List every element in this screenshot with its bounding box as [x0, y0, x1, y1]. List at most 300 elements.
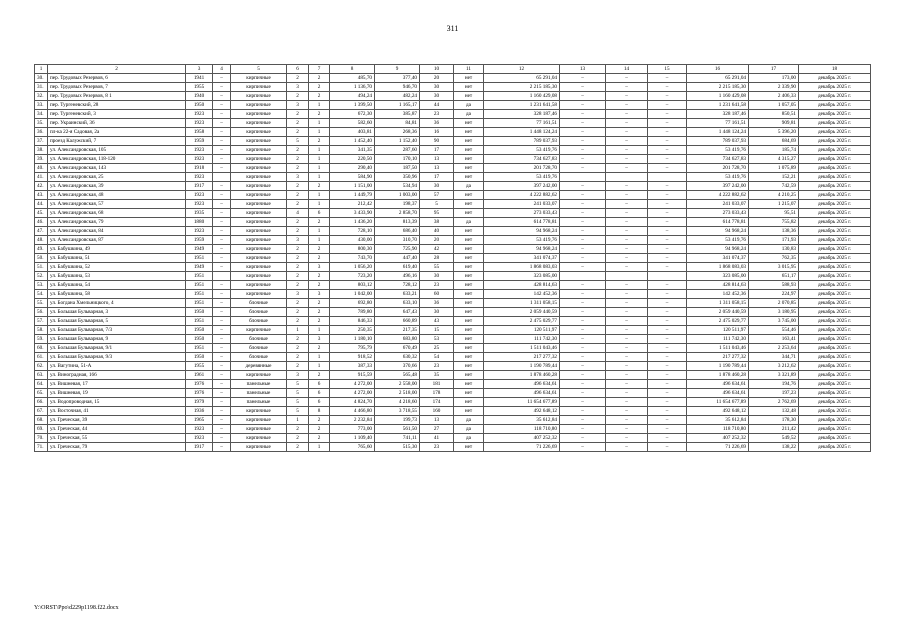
- table-cell: 1950: [186, 335, 213, 344]
- table-cell: 174: [420, 398, 454, 407]
- table-cell: 1923: [186, 227, 213, 236]
- table-cell: –: [648, 290, 687, 299]
- table-cell: –: [213, 119, 231, 128]
- table-cell: 1: [309, 155, 330, 164]
- table-cell: –: [213, 92, 231, 101]
- table-cell: ул. Александровская, 79: [48, 218, 186, 227]
- table-cell: 62.: [35, 362, 48, 371]
- table-cell: –: [560, 308, 606, 317]
- table-cell: 734 627,83: [484, 155, 560, 164]
- table-cell: 430,00: [330, 236, 375, 245]
- table-cell: да: [454, 434, 484, 443]
- table-cell: 138,36: [749, 227, 799, 236]
- table-cell: 2: [287, 263, 309, 272]
- table-cell: 20: [420, 74, 454, 83]
- table-row: [35, 209, 871, 218]
- table-cell: кирпичные: [231, 182, 287, 191]
- table-cell: 1: [309, 200, 330, 209]
- table-cell: кирпичные: [231, 245, 287, 254]
- table-cell: –: [648, 398, 687, 407]
- table-cell: 728,10: [330, 227, 375, 236]
- table-cell: 45.: [35, 209, 48, 218]
- table-cell: 46.: [35, 218, 48, 227]
- table-cell: 918,52: [330, 353, 375, 362]
- table-cell: –: [648, 146, 687, 155]
- table-cell: нет: [454, 236, 484, 245]
- column-header: 13: [560, 65, 606, 74]
- table-cell: 2 232,84: [330, 416, 375, 425]
- column-header: 8: [330, 65, 375, 74]
- table-cell: 1 152,40: [375, 137, 420, 146]
- table-cell: 2 475 029,77: [687, 317, 749, 326]
- table-cell: 38: [420, 218, 454, 227]
- table-cell: [648, 272, 687, 281]
- table-cell: 1923: [186, 434, 213, 443]
- table-cell: 52.: [35, 272, 48, 281]
- table-cell: 199,73: [375, 416, 420, 425]
- table-cell: 71.: [35, 443, 48, 452]
- table-cell: 30: [420, 83, 454, 92]
- table-cell: –: [648, 371, 687, 380]
- table-cell: 795,79: [330, 344, 375, 353]
- table-cell: –: [648, 407, 687, 416]
- table-row: [35, 110, 871, 119]
- table-cell: 683,80: [375, 335, 420, 344]
- table-cell: 428 814,63: [687, 281, 749, 290]
- table-header-row: [35, 65, 871, 74]
- table-cell: 2 215 185,30: [484, 83, 560, 92]
- table-cell: 407 252,32: [687, 434, 749, 443]
- table-cell: декабрь 2025 г.: [799, 434, 871, 443]
- table-cell: –: [606, 227, 648, 236]
- table-cell: декабрь 2025 г.: [799, 308, 871, 317]
- table-cell: 2: [309, 74, 330, 83]
- table-cell: 71 226,69: [484, 443, 560, 452]
- table-row: [35, 389, 871, 398]
- table-cell: ул. Восточная, 41: [48, 407, 186, 416]
- table-cell: –: [606, 407, 648, 416]
- table-cell: 4 272,00: [330, 389, 375, 398]
- table-cell: декабрь 2025 г.: [799, 299, 871, 308]
- table-cell: 1965: [186, 416, 213, 425]
- table-cell: 1: [309, 362, 330, 371]
- table-cell: декабрь 2025 г.: [799, 173, 871, 182]
- table-cell: [606, 272, 648, 281]
- table-cell: 684,69: [749, 137, 799, 146]
- table-cell: –: [606, 416, 648, 425]
- table-cell: 2: [287, 245, 309, 254]
- table-cell: блочные: [231, 344, 287, 353]
- table-cell: –: [560, 353, 606, 362]
- table-cell: пл-ка 22-я Садовая, 2а: [48, 128, 186, 137]
- table-cell: 55: [420, 263, 454, 272]
- table-cell: 385,87: [375, 110, 420, 119]
- table-cell: –: [606, 74, 648, 83]
- column-header: 15: [648, 65, 687, 74]
- table-cell: –: [606, 443, 648, 452]
- housing-table: [34, 64, 871, 452]
- table-cell: –: [560, 416, 606, 425]
- table-cell: 1: [309, 236, 330, 245]
- table-cell: 55.: [35, 299, 48, 308]
- table-cell: 344,71: [749, 353, 799, 362]
- table-cell: –: [560, 245, 606, 254]
- table-cell: 773,00: [330, 425, 375, 434]
- table-cell: 6: [309, 380, 330, 389]
- table-cell: –: [213, 245, 231, 254]
- table-cell: –: [560, 434, 606, 443]
- table-cell: 2: [309, 425, 330, 434]
- table-row: [35, 155, 871, 164]
- table-cell: 23: [420, 110, 454, 119]
- table-cell: 53.: [35, 281, 48, 290]
- table-cell: 789 037,93: [484, 137, 560, 146]
- page-number: 311: [446, 24, 459, 33]
- table-cell: 173,00: [749, 74, 799, 83]
- table-cell: –: [560, 101, 606, 110]
- table-cell: декабрь 2025 г.: [799, 263, 871, 272]
- table-row: [35, 299, 871, 308]
- table-cell: 36: [420, 299, 454, 308]
- table-cell: 36.: [35, 128, 48, 137]
- table-cell: –: [606, 182, 648, 191]
- table-cell: 4 315,27: [749, 155, 799, 164]
- table-cell: декабрь 2025 г.: [799, 371, 871, 380]
- table-cell: –: [606, 110, 648, 119]
- table-cell: 3: [287, 83, 309, 92]
- table-cell: 4 466,80: [330, 407, 375, 416]
- table-cell: да: [454, 218, 484, 227]
- table-cell: –: [648, 128, 687, 137]
- table-cell: 2 215 185,30: [687, 83, 749, 92]
- table-cell: нет: [454, 407, 484, 416]
- table-cell: 1 868 083,03: [687, 263, 749, 272]
- table-cell: –: [560, 74, 606, 83]
- table-cell: нет: [454, 380, 484, 389]
- table-row: [35, 245, 871, 254]
- table-cell: –: [213, 281, 231, 290]
- table-cell: 41: [420, 434, 454, 443]
- table-cell: блочные: [231, 308, 287, 317]
- table-row: [35, 83, 871, 92]
- table-cell: пер. Тургеневский, 28: [48, 101, 186, 110]
- table-cell: –: [560, 92, 606, 101]
- table-cell: 39.: [35, 155, 48, 164]
- table-cell: 16: [420, 128, 454, 137]
- table-cell: декабрь 2025 г.: [799, 227, 871, 236]
- table-cell: 1: [309, 353, 330, 362]
- table-cell: 5: [287, 389, 309, 398]
- table-cell: –: [213, 137, 231, 146]
- table-cell: 1: [309, 227, 330, 236]
- table-cell: нет: [454, 299, 484, 308]
- table-cell: 1 511 043,46: [484, 344, 560, 353]
- table-cell: –: [560, 398, 606, 407]
- table-cell: 4 222 882,62: [687, 191, 749, 200]
- table-row: [35, 218, 871, 227]
- table-cell: 2: [287, 74, 309, 83]
- table-cell: 1918: [186, 164, 213, 173]
- table-cell: 2 339,90: [749, 83, 799, 92]
- table-cell: 58.: [35, 326, 48, 335]
- table-cell: 56.: [35, 308, 48, 317]
- table-cell: 64.: [35, 380, 48, 389]
- table-cell: 728,12: [375, 281, 420, 290]
- table-cell: 565,48: [375, 371, 420, 380]
- table-cell: –: [606, 353, 648, 362]
- table-cell: 2: [287, 182, 309, 191]
- table-cell: 217 277,32: [484, 353, 560, 362]
- table-cell: –: [560, 164, 606, 173]
- table-cell: 741,11: [375, 434, 420, 443]
- table-cell: –: [213, 101, 231, 110]
- table-cell: –: [213, 443, 231, 452]
- table-cell: –: [560, 263, 606, 272]
- table-cell: 2: [287, 92, 309, 101]
- table-cell: 68.: [35, 416, 48, 425]
- table-cell: 59.: [35, 335, 48, 344]
- table-cell: 1936: [186, 407, 213, 416]
- table-cell: декабрь 2025 г.: [799, 317, 871, 326]
- table-cell: ул. Виноградная, 166: [48, 371, 186, 380]
- table-cell: –: [606, 299, 648, 308]
- table-cell: 1: [309, 164, 330, 173]
- table-cell: 482,24: [375, 92, 420, 101]
- table-cell: 350,96: [375, 173, 420, 182]
- table-cell: ул. Греческая, 79: [48, 443, 186, 452]
- table-cell: кирпичные: [231, 101, 287, 110]
- table-cell: 66.: [35, 398, 48, 407]
- table-cell: 77 161,51: [687, 119, 749, 128]
- table-cell: 2 059 440,59: [484, 308, 560, 317]
- table-cell: ул. Бабушкина, 49: [48, 245, 186, 254]
- table-cell: ул. Большая Бульварная, 9: [48, 335, 186, 344]
- table-cell: –: [606, 236, 648, 245]
- table-cell: –: [606, 254, 648, 263]
- table-cell: –: [648, 308, 687, 317]
- table-cell: –: [648, 434, 687, 443]
- table-cell: 30: [420, 182, 454, 191]
- table-row: [35, 191, 871, 200]
- table-cell: –: [560, 146, 606, 155]
- table-cell: 3: [309, 335, 330, 344]
- table-cell: нет: [454, 173, 484, 182]
- table-cell: 1951: [186, 272, 213, 281]
- column-header: 16: [687, 65, 749, 74]
- table-cell: –: [213, 146, 231, 155]
- table-cell: 94 968,24: [687, 227, 749, 236]
- table-cell: 1: [309, 119, 330, 128]
- table-cell: –: [606, 128, 648, 137]
- table-cell: 1949: [186, 263, 213, 272]
- table-cell: 1955: [186, 83, 213, 92]
- table-cell: [213, 272, 231, 281]
- table-cell: 5: [287, 137, 309, 146]
- table-cell: 341,35: [330, 146, 375, 155]
- table-cell: 1 215,07: [749, 200, 799, 209]
- table-cell: декабрь 2025 г.: [799, 209, 871, 218]
- table-row: [35, 344, 871, 353]
- table-cell: 2: [309, 317, 330, 326]
- table-cell: 2: [287, 218, 309, 227]
- table-cell: кирпичные: [231, 83, 287, 92]
- table-cell: 534,94: [375, 182, 420, 191]
- table-cell: –: [606, 434, 648, 443]
- table-cell: ул. Большая Бульварная, 5: [48, 317, 186, 326]
- table-cell: 2: [287, 119, 309, 128]
- table-cell: блочные: [231, 353, 287, 362]
- table-cell: 37.: [35, 137, 48, 146]
- table-cell: ул. Александровская, 48: [48, 191, 186, 200]
- table-cell: 3: [309, 290, 330, 299]
- table-cell: 2: [287, 227, 309, 236]
- table-cell: 77 161,51: [484, 119, 560, 128]
- table-cell: 53: [420, 335, 454, 344]
- table-cell: 132,48: [749, 407, 799, 416]
- table-cell: 2 070,85: [749, 299, 799, 308]
- table-cell: 28: [420, 254, 454, 263]
- table-cell: –: [606, 209, 648, 218]
- table-cell: 1923: [186, 200, 213, 209]
- table-cell: 48.: [35, 236, 48, 245]
- table-cell: 554,46: [749, 326, 799, 335]
- table-cell: декабрь 2025 г.: [799, 182, 871, 191]
- table-cell: 3 015,95: [749, 263, 799, 272]
- table-cell: 561,50: [375, 425, 420, 434]
- table-cell: декабрь 2025 г.: [799, 128, 871, 137]
- table-cell: 273 033,43: [484, 209, 560, 218]
- table-cell: нет: [454, 443, 484, 452]
- column-header: 4: [213, 65, 231, 74]
- table-cell: кирпичные: [231, 236, 287, 245]
- table-row: [35, 326, 871, 335]
- table-cell: нет: [454, 254, 484, 263]
- table-cell: ул. Александровская, 68: [48, 209, 186, 218]
- table-cell: 485,70: [330, 74, 375, 83]
- table-cell: –: [606, 200, 648, 209]
- table-cell: –: [648, 344, 687, 353]
- table-cell: 1: [309, 443, 330, 452]
- table-cell: 370,66: [375, 362, 420, 371]
- table-cell: 1923: [186, 173, 213, 182]
- table-cell: 765,60: [330, 443, 375, 452]
- table-cell: 60.: [35, 344, 48, 353]
- table-cell: 1 003,00: [375, 191, 420, 200]
- table-cell: –: [606, 380, 648, 389]
- table-cell: 197,23: [749, 389, 799, 398]
- table-cell: кирпичные: [231, 110, 287, 119]
- table-cell: –: [213, 434, 231, 443]
- table-cell: –: [648, 92, 687, 101]
- table-cell: 1 160 429,08: [484, 92, 560, 101]
- table-cell: 63.: [35, 371, 48, 380]
- table-cell: 2 475 029,77: [484, 317, 560, 326]
- table-cell: –: [648, 164, 687, 173]
- table-cell: 515,30: [375, 443, 420, 452]
- table-cell: 725,90: [375, 245, 420, 254]
- table-cell: 1917: [186, 443, 213, 452]
- table-cell: 803,12: [330, 281, 375, 290]
- table-cell: 120 511,97: [484, 326, 560, 335]
- table-cell: 2: [309, 416, 330, 425]
- table-cell: 619,40: [375, 263, 420, 272]
- table-cell: 1923: [186, 191, 213, 200]
- table-cell: 3 433,90: [330, 209, 375, 218]
- table-cell: 31.: [35, 83, 48, 92]
- table-cell: 1940: [186, 92, 213, 101]
- table-cell: 2: [287, 344, 309, 353]
- table-cell: –: [560, 254, 606, 263]
- table-cell: декабрь 2025 г.: [799, 191, 871, 200]
- table-cell: нет: [454, 326, 484, 335]
- table-row: [35, 443, 871, 452]
- table-cell: –: [648, 236, 687, 245]
- table-cell: 6: [309, 389, 330, 398]
- table-cell: 53 419,76: [687, 236, 749, 245]
- table-cell: 30: [420, 92, 454, 101]
- table-cell: –: [213, 83, 231, 92]
- table-cell: 1: [309, 326, 330, 335]
- table-cell: нет: [454, 371, 484, 380]
- table-cell: 67.: [35, 407, 48, 416]
- table-cell: кирпичные: [231, 371, 287, 380]
- table-cell: –: [560, 83, 606, 92]
- table-cell: кирпичные: [231, 209, 287, 218]
- table-cell: 201 728,70: [687, 164, 749, 173]
- table-cell: –: [213, 290, 231, 299]
- table-cell: 1923: [186, 110, 213, 119]
- table-cell: 915,59: [330, 371, 375, 380]
- table-cell: –: [648, 155, 687, 164]
- table-cell: 1 136,70: [330, 83, 375, 92]
- table-cell: 3 321,89: [749, 371, 799, 380]
- table-cell: декабрь 2025 г.: [799, 146, 871, 155]
- table-cell: 846,33: [330, 317, 375, 326]
- table-cell: 1 868 083,03: [484, 263, 560, 272]
- table-cell: кирпичные: [231, 200, 287, 209]
- table-cell: 630,32: [375, 353, 420, 362]
- table-cell: 49.: [35, 245, 48, 254]
- table-cell: 341 074,37: [687, 254, 749, 263]
- table-cell: пер. Тургеневский, 3: [48, 110, 186, 119]
- table-row: [35, 263, 871, 272]
- table-cell: да: [454, 416, 484, 425]
- table-cell: 1 165,17: [375, 101, 420, 110]
- table-cell: 43.: [35, 191, 48, 200]
- table-cell: –: [213, 371, 231, 380]
- table-cell: 328 187,46: [687, 110, 749, 119]
- table-cell: декабрь 2025 г.: [799, 335, 871, 344]
- table-cell: –: [606, 146, 648, 155]
- table-cell: 1979: [186, 398, 213, 407]
- table-cell: –: [648, 362, 687, 371]
- table-cell: кирпичные: [231, 425, 287, 434]
- table-cell: –: [560, 443, 606, 452]
- table-cell: декабрь 2025 г.: [799, 362, 871, 371]
- table-cell: –: [648, 227, 687, 236]
- table-cell: 588,93: [749, 281, 799, 290]
- table-cell: 38.: [35, 146, 48, 155]
- table-cell: кирпичные: [231, 137, 287, 146]
- table-cell: 946,70: [375, 83, 420, 92]
- table-cell: 3 212,62: [749, 362, 799, 371]
- table-cell: 2: [287, 200, 309, 209]
- table-cell: кирпичные: [231, 254, 287, 263]
- table-cell: 1917: [186, 182, 213, 191]
- table-cell: нет: [454, 317, 484, 326]
- table-cell: –: [213, 74, 231, 83]
- table-cell: 35: [420, 371, 454, 380]
